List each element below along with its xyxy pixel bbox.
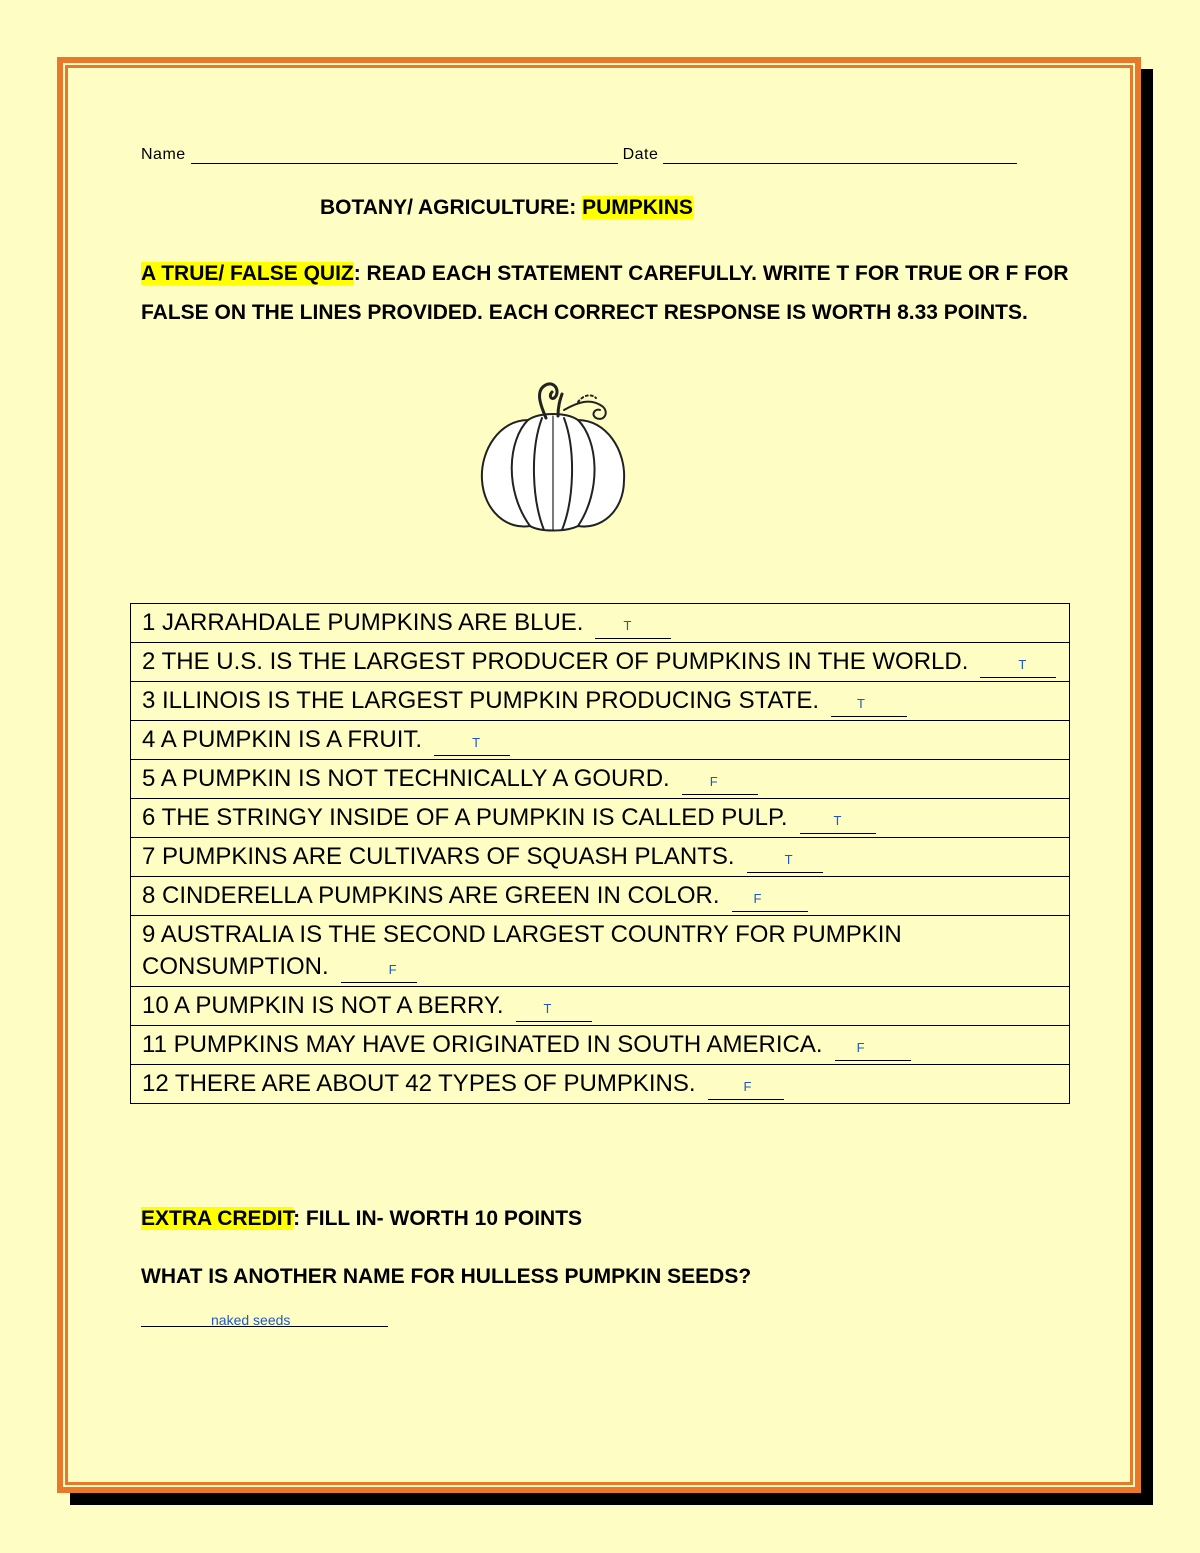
- answer-mark: F: [743, 1079, 752, 1094]
- quiz-cell: [131, 877, 1070, 916]
- extra-credit-answer: naked seeds: [211, 1312, 291, 1328]
- question-text: 11 PUMPKINS MAY HAVE ORIGINATED IN SOUTH AMERICA.: [142, 1031, 823, 1058]
- question-text: 9 AUSTRALIA IS THE SECOND LARGEST COUNTRY FOR PUMPKIN CONSUMPTION.: [142, 921, 902, 980]
- answer-blank[interactable]: [516, 993, 592, 1022]
- answer-mark: F: [753, 891, 762, 906]
- answer-mark: F: [856, 1040, 865, 1055]
- question-text: 5 A PUMPKIN IS NOT TECHNICALLY A GOURD.: [142, 765, 670, 792]
- quiz-row: [131, 838, 1070, 877]
- answer-mark: T: [543, 1001, 552, 1016]
- answer-blank[interactable]: [732, 883, 808, 912]
- quiz-cell: [131, 760, 1070, 799]
- date-field[interactable]: [663, 147, 1017, 164]
- question-text: 2 THE U.S. IS THE LARGEST PRODUCER OF PUMPKINS IN THE WORLD.: [142, 648, 969, 675]
- quiz-cell: [131, 643, 1070, 682]
- quiz-row: [131, 877, 1070, 916]
- question-text: 8 CINDERELLA PUMPKINS ARE GREEN IN COLOR.: [142, 882, 720, 909]
- answer-blank[interactable]: [434, 727, 510, 756]
- answer-mark: T: [833, 813, 842, 828]
- quiz-row: [131, 987, 1070, 1026]
- extra-credit-answer-line[interactable]: [141, 1308, 388, 1327]
- answer-blank[interactable]: [341, 954, 417, 983]
- question-text: 1 JARRAHDALE PUMPKINS ARE BLUE.: [142, 609, 584, 636]
- answer-mark: F: [709, 774, 718, 789]
- page-title: [320, 196, 693, 220]
- quiz-row: [131, 1026, 1070, 1065]
- extra-credit-highlight: EXTRA CREDIT: [141, 1207, 294, 1230]
- name-field[interactable]: [191, 147, 618, 164]
- question-text: 6 THE STRINGY INSIDE OF A PUMPKIN IS CALLED PULP.: [142, 804, 788, 831]
- answer-mark: T: [784, 852, 793, 867]
- quiz-row: [131, 682, 1070, 721]
- quiz-cell: [131, 916, 1070, 987]
- extra-credit-question: WHAT IS ANOTHER NAME FOR HULLESS PUMPKIN SEEDS?: [141, 1265, 752, 1288]
- quiz-cell: [131, 682, 1070, 721]
- question-text: 10 A PUMPKIN IS NOT A BERRY.: [142, 992, 504, 1019]
- question-text: 4 A PUMPKIN IS A FRUIT.: [142, 726, 423, 753]
- answer-blank[interactable]: [708, 1071, 784, 1100]
- answer-blank[interactable]: [747, 844, 823, 873]
- extra-credit-text: : FILL IN- WORTH 10 POINTS: [293, 1207, 583, 1230]
- question-text: 7 PUMPKINS ARE CULTIVARS OF SQUASH PLANTS.: [142, 843, 735, 870]
- quiz-cell: [131, 721, 1070, 760]
- quiz-cell: [131, 987, 1070, 1026]
- quiz-cell: [131, 604, 1070, 643]
- quiz-row: [131, 643, 1070, 682]
- date-label: Date: [622, 146, 659, 163]
- answer-blank[interactable]: [835, 1032, 911, 1061]
- instructions-highlight: A TRUE/ FALSE QUIZ: [141, 262, 354, 285]
- answer-mark: T: [472, 735, 481, 750]
- answer-blank[interactable]: [682, 766, 758, 795]
- quiz-row: [131, 604, 1070, 643]
- quiz-row: [131, 799, 1070, 838]
- instructions-text: : READ EACH STATEMENT CAREFULLY. WRITE T FOR TRUE OR F FOR FALSE ON THE LINES PROVIDED. EACH CORRECT RESPONSE IS WORTH 8.33 POINTS.: [141, 262, 1069, 324]
- answer-mark: F: [388, 962, 397, 977]
- quiz-cell: [131, 1026, 1070, 1065]
- quiz-cell: [131, 1065, 1070, 1104]
- answer-mark: T: [623, 618, 632, 633]
- question-text: 12 THERE ARE ABOUT 42 TYPES OF PUMPKINS.: [142, 1070, 696, 1097]
- name-date-row: [141, 146, 1017, 164]
- instructions: [141, 254, 1076, 332]
- quiz-row: [131, 721, 1070, 760]
- answer-blank[interactable]: [595, 610, 671, 639]
- quiz-cell: [131, 799, 1070, 838]
- quiz-row: [131, 916, 1070, 987]
- name-label: Name: [141, 146, 186, 163]
- quiz-table: [130, 603, 1070, 1104]
- answer-blank[interactable]: [800, 805, 876, 834]
- quiz-cell: [131, 838, 1070, 877]
- extra-credit-heading: [141, 1207, 582, 1231]
- answer-blank[interactable]: [980, 649, 1056, 678]
- title-highlight: PUMPKINS: [582, 196, 693, 219]
- quiz-row: [131, 1065, 1070, 1104]
- answer-mark: T: [1018, 657, 1027, 672]
- title-prefix: BOTANY/ AGRICULTURE:: [320, 196, 583, 219]
- answer-blank[interactable]: [831, 688, 907, 717]
- answer-mark: T: [857, 696, 865, 711]
- question-text: 3 ILLINOIS IS THE LARGEST PUMPKIN PRODUCING STATE.: [142, 687, 820, 714]
- quiz-row: [131, 760, 1070, 799]
- pumpkin-icon: [478, 380, 628, 532]
